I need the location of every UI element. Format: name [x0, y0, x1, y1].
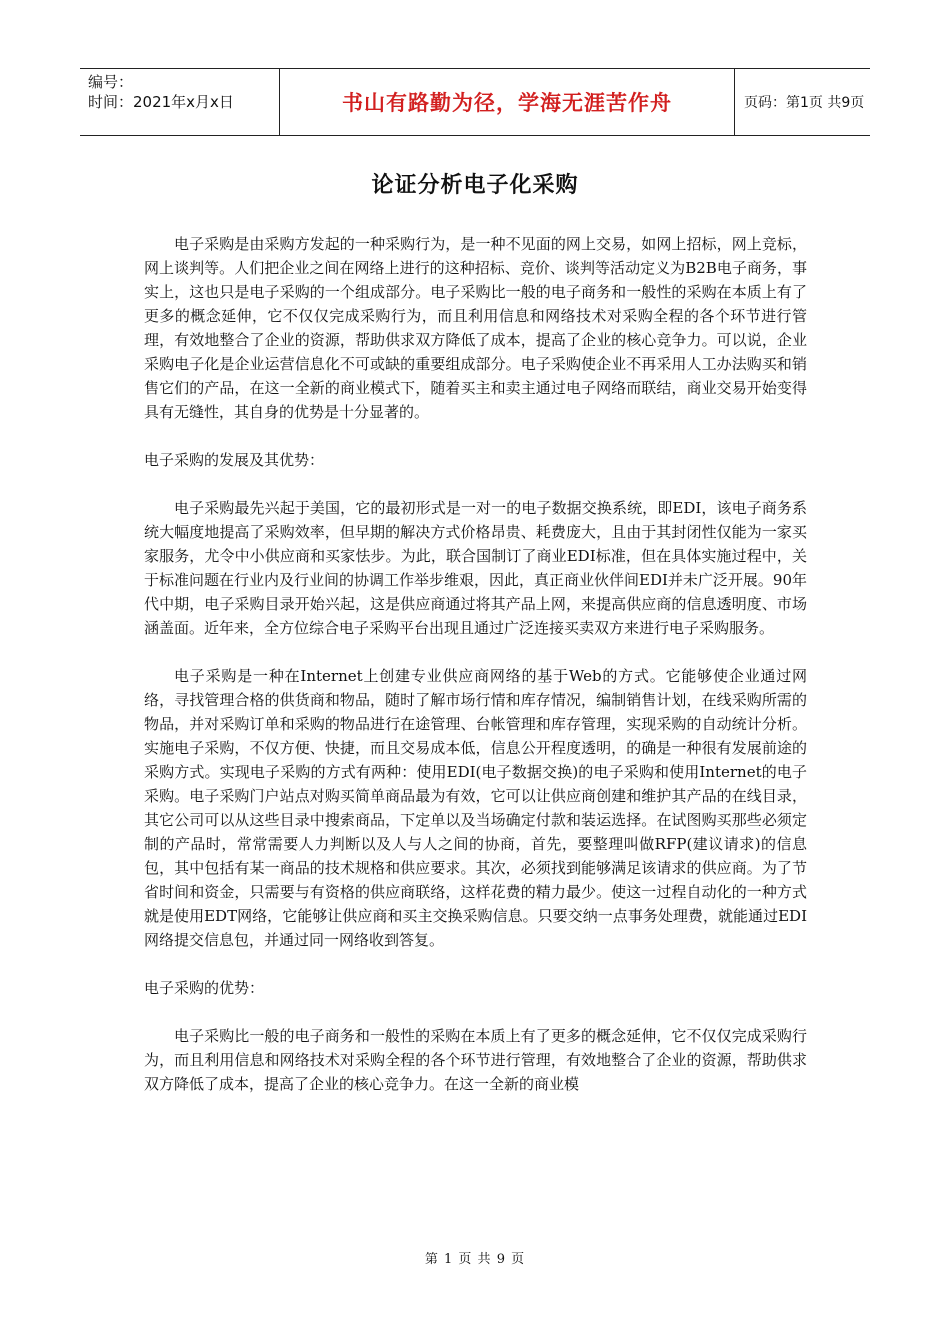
header-page-number: 页码：第1页 共9页	[744, 95, 865, 111]
paragraph: 电子采购比一般的电子商务和一般性的采购在本质上有了更多的概念延伸，它不仅仅完成采购行为，而且利用信息和网络技术对采购全程的各个环节进行管理，有效地整合了企业的资源，帮助供求双方降低了成本，提高了企业的核心竞争力。在这一全新的商业模	[144, 1027, 807, 1093]
section-heading: 电子采购的发展及其优势：	[144, 451, 325, 469]
page-header	[80, 68, 870, 136]
paragraph: 电子采购最先兴起于美国，它的最初形式是一对一的电子数据交换系统，即EDI，该电子商务系统大幅度地提高了采购效率，但早期的解决方式价格昂贵、耗费庞大，且由于其封闭性仅能为一家买家服务，尤令中小供应商和买家怯步。为此，联合国制订了商业EDI标准，但在具体实施过程中，关于标准问题在行业内及行业间的协调工作举步维艰，因此，真正商业伙伴间EDI并未广泛开展。90年代中期，电子采购目录开始兴起，这是供应商通过将其产品上网，来提高供应商的信息透明度、市场涵盖面。近年来，全方位综合电子采购平台出现且通过广泛连接买卖双方来进行电子采购服务。	[144, 499, 807, 637]
paragraph: 电子采购是由采购方发起的一种采购行为，是一种不见面的网上交易，如网上招标，网上竞标，网上谈判等。人们把企业之间在网络上进行的这种招标、竞价、谈判等活动定义为B2B电子商务，事实上，这也只是电子采购的一个组成部分。电子采购比一般的电子商务和一般性的采购在本质上有了更多的概念延伸，它不仅仅完成采购行为，而且利用信息和网络技术对采购全程的各个环节进行管理，有效地整合了企业的资源，帮助供求双方降低了成本，提高了企业的核心竞争力。可以说，企业采购电子化是企业运营信息化不可或缺的重要组成部分。电子采购使企业不再采用人工办法购买和销售它们的产品，在这一全新的商业模式下，随着买主和卖主通过电子网络而联结，商业交易开始变得具有无缝性，其自身的优势是十分显著的。	[144, 235, 807, 421]
document-body	[144, 232, 807, 1120]
header-motto: 书山有路勤为径，学海无涯苦作舟	[280, 69, 735, 135]
document-number-label: 编号：	[88, 73, 134, 91]
header-meta	[80, 69, 280, 135]
document-title: 论证分析电子化采购	[371, 173, 579, 198]
document-time-label: 时间：2021年x月x日	[88, 93, 234, 111]
page-footer: 第 1 页 共 9 页	[424, 1252, 526, 1267]
paragraph: 电子采购是一种在Internet上创建专业供应商网络的基于Web的方式。它能够使企业通过网络，寻找管理合格的供货商和物品，随时了解市场行情和库存情况，编制销售计划，在线采购所需的物品，并对采购订单和采购的物品进行在途管理、台帐管理和库存管理，实现采购的自动统计分析。实施电子采购，不仅方便、快捷，而且交易成本低，信息公开程度透明，的确是一种很有发展前途的采购方式。实现电子采购的方式有两种：使用EDI(电子数据交换)的电子采购和使用Internet的电子采购。电子采购门户站点对购买简单商品最为有效，它可以让供应商创建和维护其产品的在线目录，其它公司可以从这些目录中搜索商品，下定单以及当场确定付款和装运选择。在试图购买那些必须定制的产品时，常常需要人力判断以及人与人之间的协商，首先，要整理叫做RFP(建议请求)的信息包，其中包括有某一商品的技术规格和供应要求。其次，必须找到能够满足该请求的供应商。为了节省时间和资金，只需要与有资格的供应商联络，这样花费的精力最少。使这一过程自动化的一种方式就是使用EDT网络，它能够让供应商和买主交换采购信息。只要交纳一点事务处理费，就能通过EDI网络提交信息包，并通过同一网络收到答复。	[144, 667, 807, 949]
section-heading: 电子采购的优势：	[144, 979, 265, 997]
